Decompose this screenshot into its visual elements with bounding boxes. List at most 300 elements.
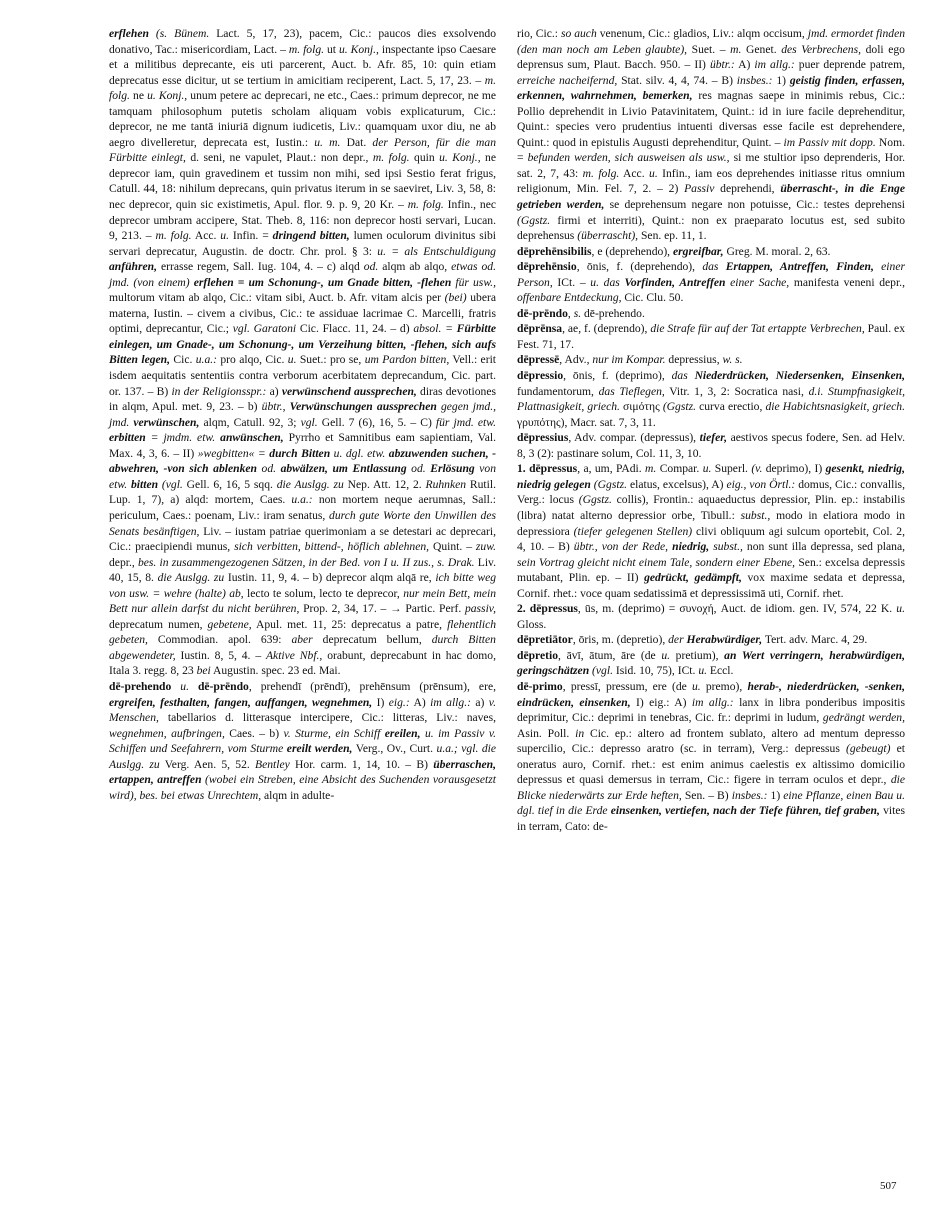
text-run: lecto te solum, lecto te deprecor,: [243, 586, 404, 600]
italic-text: ich bitte weg von usw. = wehre (halte) ab,: [109, 571, 497, 600]
italic-text: u.: [661, 648, 671, 662]
italic-text: so auch: [560, 27, 597, 40]
text-run: pretium),: [670, 648, 725, 662]
text-run: si me stultior ipso deprenderis, Hor. sat. 2, 7, 43:: [517, 151, 906, 180]
italic-text: für jmd. etw.: [435, 415, 497, 429]
italic-text: einer Sache,: [725, 275, 790, 289]
italic-text: m. folg.: [109, 73, 496, 103]
bold-text: einsenken, vertiefen, nach der Tiefe führen, tief graben,: [610, 804, 880, 818]
text-run: Dat.: [340, 135, 373, 149]
text-run: aestivos specus fodere, Sen. ad Helv. 8, 3 (2): pastinare solum, Col. 11, 3, 10.: [517, 431, 905, 460]
left-column: [109, 26, 496, 803]
italic-text: u. dgl. etw.: [333, 446, 389, 460]
italic-text: (Ggstz.: [590, 477, 627, 491]
italic-text: im allg.:: [691, 695, 734, 709]
text-run: , āvī, ātum, āre (de: [558, 648, 662, 662]
text-run: Vitr. 1, 3, 2: Socratica nasi,: [664, 384, 809, 398]
italic-text: für usw.,: [455, 275, 496, 289]
bold-text: erflehen: [109, 27, 156, 40]
italic-text: u. = als Entschuldigung: [377, 244, 496, 258]
text-run: quin: [409, 151, 440, 165]
italic-text: insbes.:: [736, 73, 773, 87]
bold-text: anführen,: [109, 260, 158, 274]
italic-text: vgl. Garatoni: [232, 322, 297, 336]
text-run: Caes. – b): [224, 726, 284, 740]
bold-text: dē-prēndo: [517, 306, 568, 320]
text-run: res magnas saepe in minimis rebus, Cic.: Pollio deprehendit in Livio Patavinitatem, Quint.: id in iure facile deprehenditur, Quint.: species vero prudentius intuenti diversas esse facile est deprehendere, Quint.: quod in epistulis Augusti deprehenditur, Quint. –: [517, 89, 906, 149]
italic-text: durch Bitten abgewendeter,: [109, 633, 496, 662]
italic-text: (überrascht),: [577, 229, 639, 243]
italic-text: übtr., von der Rede,: [573, 540, 673, 554]
italic-text: od.: [363, 260, 379, 274]
italic-text: im allg.:: [754, 58, 795, 72]
text-run: Tert. adv. Marc. 4, 29.: [762, 633, 868, 647]
text-run: Sen. ep. 11, 1.: [638, 229, 707, 243]
text-run: , ae, f. (deprendo),: [562, 322, 651, 336]
italic-text: m. folg.: [582, 166, 620, 180]
text-run: , Adv.,: [559, 353, 593, 367]
bold-text: dēprehēnsio: [517, 260, 577, 274]
bold-text: Fürbitte einlegen, um Gnade-, um Schonung-, um Verzeihung bitten, -flehen, sich aufs Bitten legen,: [109, 322, 496, 367]
italic-text: erreiche nacheifernd,: [517, 73, 618, 87]
italic-text: bes. in zusammengezogenen Sätzen, in der Bed. von I u. II zus., s. Drak.: [137, 555, 475, 569]
text-run: deprimo), I): [762, 462, 826, 476]
dictionary-entry: [517, 26, 905, 244]
text-run: pro alqo, Cic.: [217, 353, 288, 367]
text-run: deprehendi,: [714, 182, 781, 196]
dictionary-entry: [109, 26, 496, 679]
text-run: rio, Cic.:: [517, 27, 561, 40]
bold-text: 1. dēpressus: [517, 462, 578, 476]
italic-text: u.: [649, 166, 658, 180]
text-run: Liv. – iustam patriae querimoniam a se detestari ac deprecari, Cic.: praecipiendi munus,: [109, 524, 496, 554]
italic-text: m.: [730, 42, 742, 56]
italic-text: u. das: [590, 275, 625, 289]
italic-text: m. folg.: [288, 42, 327, 56]
text-run: lumen oculorum divinitus sibi servari deprecatur, Augustin. de doctr. Chr. prol. § 3:: [109, 229, 496, 258]
bold-text: dē-prēndo: [197, 679, 249, 693]
text-run: Lact. 5, 17, 23), pacem, Cic.: paucos dies exsolvendo donativo, Tac.: misericordiam, Lact. –: [109, 27, 496, 56]
italic-text: u.: [691, 679, 701, 693]
bold-text: Ertappen, Antreffen, Finden,: [725, 260, 874, 274]
text-run: Infin., nec deprecor umbram accipere, Stat. Theb. 8, 116: non deprecor hosti servari, Lucan. 9, 213. –: [109, 198, 496, 243]
text-run: deprecatum bellum,: [312, 633, 432, 647]
italic-text: flehentlich gebeten,: [109, 617, 497, 647]
text-run: I): [372, 695, 389, 709]
dictionary-entry: [517, 368, 905, 430]
bold-text: Vorfinden, Antreffen: [624, 275, 726, 289]
italic-text: gedrängt werden,: [822, 711, 905, 725]
text-run: Cic. Flacc. 11, 24. – d): [296, 322, 414, 336]
text-run: Iustin. 11, 9, 4. – b) deprecor alqm alqā re,: [224, 571, 436, 585]
text-run: Greg. M. moral. 2, 63.: [723, 244, 831, 258]
text-run: Augustin. spec. 23 ed. Mai.: [210, 664, 341, 678]
italic-text: m. folg.: [407, 198, 444, 212]
dictionary-entry: [517, 352, 905, 368]
italic-text: eine Pflanze, einen Bau u. dgl. tief in die Erde: [517, 788, 906, 818]
italic-text: v. Sturme, ein Schiff: [283, 726, 385, 740]
text-run: , ōris, m. (depretio),: [572, 633, 669, 647]
text-run: , prehendī (prēndī), prehēnsum (prēnsum), ere,: [248, 679, 496, 693]
italic-text: jmd. ermordet finden (den man noch am Leben glaubte),: [517, 27, 906, 56]
italic-text: od.: [411, 462, 431, 476]
text-run: Infin., iam eos deprehendes initiasse ritus omnium religionum, Min. Fel. 7, 2. – 2): [517, 166, 905, 196]
italic-text: u.: [171, 679, 198, 693]
italic-text: u.a.; vgl. die Auslgg. zu: [109, 742, 497, 771]
bold-text: an Wert verringern, herabwürdigen, geringschätzen: [517, 648, 905, 678]
text-run: doli ego deprensus sum, Plaut. Bacch. 950. – II): [517, 42, 905, 72]
dictionary-entry: [517, 461, 905, 601]
bold-text: Niederdrücken, Niedersenken, Einsenken,: [694, 369, 905, 383]
dictionary-entry: [517, 632, 905, 648]
text-run: Eccl.: [707, 664, 734, 678]
text-run: , pressī, pressum, ere (de: [562, 679, 692, 693]
italic-text: u.: [698, 664, 708, 678]
text-run: Acc.: [191, 229, 221, 243]
bold-text: dēpressius: [517, 431, 569, 445]
bold-text: ergreifen, festhalten, fangen, auffangen, wegnehmen,: [109, 695, 373, 709]
text-run: ICt. –: [552, 275, 591, 289]
text-run: ut: [326, 42, 339, 56]
italic-text: d.i. Stumpfnasigkeit, Plattnasigkeit, griech.: [517, 384, 905, 414]
bold-text: dēpressio: [517, 369, 564, 383]
italic-text: u. Konj.,: [439, 151, 481, 165]
italic-text: u. m.: [314, 135, 341, 149]
italic-text: die Strafe für auf der Tat ertappte Verbrechen,: [650, 322, 865, 336]
text-run: Iustin. 8, 5, 4. –: [175, 648, 266, 662]
text-run: σιμότης: [619, 400, 663, 414]
bold-text: erbitten: [109, 431, 146, 445]
text-run: 1): [767, 788, 784, 802]
text-run: 1): [772, 73, 790, 87]
italic-text: zuw.: [475, 540, 496, 554]
italic-text: u.: [702, 462, 712, 476]
italic-text: = jmdm. etw.: [145, 431, 221, 445]
dictionary-entry: [517, 430, 905, 461]
bold-text: tiefer,: [699, 431, 728, 445]
italic-text: (v.: [751, 462, 763, 476]
text-run: Liv. 40, 15, 8.: [109, 555, 496, 585]
text-run: vites in terram, Cato: de-: [517, 804, 905, 833]
text-run: Paul. ex Fest. 71, 17.: [517, 322, 905, 351]
text-run: Nom. =: [517, 135, 905, 165]
italic-text: u.a.:: [291, 493, 313, 507]
text-run: Isid. 10, 75), ICt.: [612, 664, 699, 678]
text-run: modo in elatiora modo in depressiora: [517, 508, 905, 538]
bold-text: ereilen,: [384, 726, 421, 740]
dictionary-entry: [517, 259, 905, 306]
italic-text: bei: [196, 664, 211, 678]
text-run: dē-prehendo.: [581, 306, 645, 320]
text-run: , e (deprehendo),: [591, 244, 673, 258]
bold-text: dēprehēnsibilis: [517, 244, 592, 258]
italic-text: u. Konj.,: [338, 42, 379, 56]
bold-text: dē-prehendo: [109, 679, 172, 693]
italic-text: nur im Kompar.: [592, 353, 666, 367]
text-run: d. seni, ne vapulet, Plaut.: non depr.,: [185, 151, 373, 165]
text-run: Sen.: excelsa depressis mutabant, Plin. ep. – II): [517, 555, 905, 585]
italic-text: passiv,: [464, 602, 496, 616]
text-run: unum petere ac deprecari, ne etc., Caes.: primum deprecor, ne me tamquam philosophum putetis scholam aliquam vobis explicaturum, Cic.: deprecor, ne me tantā iniuriā dignum iudicetis, Liv.: quamquam uxor diu, ne ab aegro divelleretur, deprecata est, Iustin.:: [109, 89, 496, 149]
text-run: A): [734, 58, 755, 72]
text-run: ubera materna, Iustin. – civem a civibus, Cic.: te assiduae lacrimae C. Marcelli, fratris optimi, deprecantur, Cic.;: [109, 291, 496, 336]
text-run: Cic.: [170, 353, 196, 367]
italic-text: in: [575, 726, 585, 740]
bold-text: verwünschen,: [133, 415, 200, 429]
italic-text: s.: [573, 306, 582, 320]
text-run: Gell. 7 (6), 16, 5. – C): [317, 415, 436, 429]
bold-text: dēpressē: [517, 353, 560, 367]
text-run: Commodian. apol. 639:: [147, 633, 292, 647]
italic-text: (vgl.: [161, 477, 183, 491]
text-run: Suet. –: [687, 42, 731, 56]
dictionary-entry: [517, 601, 905, 632]
text-run: puer deprende patrem,: [794, 58, 905, 72]
italic-text: sein Vortrag gleicht nicht einem Tale, sondern einer Ebene,: [517, 555, 796, 569]
text-run: , Adv. compar. (depressus),: [568, 431, 700, 445]
text-run: Verg. Aen. 5, 52.: [159, 757, 256, 771]
bold-text: dē-primo: [517, 679, 563, 693]
right-column: [517, 26, 905, 834]
italic-text: Passiv: [684, 182, 715, 196]
text-run: diras devotiones in alqm, Apul. met. 9, 23. – b): [109, 384, 496, 414]
italic-text: (Ggstz.: [578, 493, 612, 507]
italic-text: subst.,: [709, 540, 743, 554]
text-run: Sen. – B): [681, 788, 732, 802]
italic-text: (gebeugt): [846, 742, 891, 756]
bold-text: überraschen, ertappen, antreffen: [109, 757, 497, 787]
dictionary-entry: [517, 244, 905, 260]
italic-text: absol. =: [413, 322, 457, 336]
italic-text: die Auslgg. zu: [276, 477, 344, 491]
text-run: Cic. ep.: altero ad frontem sublato, altero ad mentum depresso supercilio, Cic.: depresso aratro (sc. in terram), Verg.: depressus: [517, 726, 905, 756]
text-run: Verg., Ov., Curt.: [352, 742, 437, 756]
text-run: Quint. –: [429, 540, 476, 554]
italic-text: (Ggstz.: [517, 213, 551, 227]
italic-text: u. im Passiv v. Schiffen und Seefahrern, vom Sturme: [109, 726, 497, 756]
text-run: Compar.: [656, 462, 703, 476]
italic-text: übtr.,: [261, 400, 286, 414]
text-run: Cic. Clu. 50.: [621, 291, 684, 305]
italic-text: (bei): [444, 291, 467, 305]
italic-text: von etw.: [109, 462, 496, 491]
bold-text: dēpretiātor: [517, 633, 573, 647]
italic-text: Aktive Nbf.,: [265, 648, 323, 662]
text-run: I) eig.: A): [630, 695, 692, 709]
text-run: fundamentorum,: [517, 384, 599, 398]
text-run: Stat. silv. 4, 4, 74. – B): [617, 73, 737, 87]
page-number: 507: [880, 1180, 897, 1192]
text-run: Apul. met. 11, 25: deprecatus a patre,: [251, 617, 448, 631]
text-run: alqm, Catull. 92, 3;: [199, 415, 301, 429]
text-run: A): [409, 695, 431, 709]
text-run: depressius,: [665, 353, 723, 367]
italic-text: der Person, für die man Fürbitte einlegt,: [109, 135, 497, 165]
italic-text: die Habichtsnasigkeit, griech.: [765, 400, 905, 414]
text-run: Nep. Att. 12, 2.: [343, 477, 426, 491]
text-run: , ōnis, f. (deprimo),: [563, 369, 672, 383]
italic-text: im Passiv mit dopp.: [783, 135, 876, 149]
italic-text: subst.,: [740, 508, 771, 522]
italic-text: aber: [291, 633, 313, 647]
bold-text: 2. dēpressus: [517, 602, 578, 616]
text-run: Gloss.: [517, 617, 547, 631]
bold-text: gesenkt, niedrig, niedrig gelegen: [517, 462, 905, 491]
text-run: Prop. 2, 34, 17. – → Partic. Perf.: [299, 602, 465, 616]
text-run: Suet.: pro se,: [296, 353, 365, 367]
text-run: a): [266, 384, 282, 398]
italic-text: durch gute Worte den Unwillen des Senats besänftigen,: [109, 508, 496, 538]
text-run: inspectante ipso Caesare et a militibus deprecante, eis uti parcerent, Auct. b. Afr. 85, 10: quin etiam deprecatus esse dicitur, ut se tertium in amicitiam reciperent, Lact. 5, 17, 23. –: [109, 42, 496, 87]
italic-text: m. folg.: [155, 229, 192, 243]
bold-text: überrascht-, in die Enge getrieben werden,: [517, 182, 905, 212]
text-run: et oneratus auro, Cornif. rhet.: est enim animus caelestis ex altissimo domicilio depressus et quasi demersus in terram, Cic.: figere in terram oculos et depr.,: [517, 742, 905, 787]
italic-text: offenbare Entdeckung,: [517, 291, 622, 305]
text-run: , ōnis, f. (deprehendo),: [576, 260, 703, 274]
italic-text: im allg.:: [430, 695, 471, 709]
text-run: Superl.: [711, 462, 752, 476]
italic-text: Ruhnken: [425, 477, 467, 491]
text-run: domus, Cic.: convallis, Verg.: locus: [517, 477, 905, 507]
dictionary-entry: [517, 648, 905, 679]
bold-text: erflehen = um Schonung-, um Gnade bitten, -flehen: [193, 275, 456, 289]
italic-text: gebetene,: [207, 617, 252, 631]
text-run: clivi obliquum agi sulcum oportebit, Col. 2, 4, 10. – B): [517, 524, 905, 554]
italic-text: u.: [896, 602, 905, 616]
text-run: elatus, excelsus), A): [626, 477, 727, 491]
bold-text: herab-, niederdrücken, -senken, eindrücken, einsenken,: [517, 679, 905, 709]
text-run: Infin. =: [229, 229, 273, 243]
text-run: alqm in adulte-: [261, 788, 335, 802]
text-run: Gell. 6, 16, 5 sqq.: [182, 477, 277, 491]
text-run: multorum vitam ab alqo, Cic.: vitam sibi, Auct. b. Afr. vitam alcis per: [109, 291, 445, 305]
bold-text: durch Bitten: [269, 446, 334, 460]
bold-text: Herabwürdiger,: [686, 633, 763, 647]
italic-text: m. folg.: [372, 151, 410, 165]
text-run: ,: [567, 306, 574, 320]
bold-text: ergreifbar,: [672, 244, 724, 258]
text-run: depr.,: [109, 555, 138, 569]
text-run: ne deprecor iam, quin gravedinem et tussim non mihi, sed ipsi Sestio ferat frigus, Catull. 44, 18: nihilum deprecans, quin privatus iterum in se saeviret, Liv. 3, 58, 8: nec deprecor, quin sic existimetis, Apul. flor. 9. p. 9, 20 Kr. –: [109, 151, 496, 212]
text-run: Pyrrho et Samnitibus eam sapientiam, Val. Max. 4, 3, 6. – II): [109, 431, 496, 460]
bold-text: geistig finden, erfassen, erkennen, wahrnehmen, bemerken,: [517, 73, 905, 103]
italic-text: übtr.:: [709, 58, 735, 72]
text-run: Vell.: erit isdem aequitatis sententiis contra verborum acerbitatem deprecandum, Cic. part. or. 137. – B): [109, 353, 497, 398]
bold-text: niedrig,: [672, 540, 710, 554]
dictionary-entry: [517, 306, 905, 322]
italic-text: Bentley: [255, 757, 290, 771]
italic-text: u. Konj.,: [147, 89, 188, 103]
italic-text: u.: [220, 229, 229, 243]
text-run: Genet.: [741, 42, 782, 56]
dictionary-entry: [109, 679, 496, 803]
bold-text: abzuwenden suchen, -abwehren, -von sich ablenken: [109, 446, 496, 476]
text-run: γρυπότης), Macr. sat. 7, 3, 11.: [517, 415, 656, 429]
bold-text: ereilt werden,: [286, 742, 353, 756]
text-run: tabellarios d. litterasque intercipere, Cic.: litteras, Liv.: naves,: [158, 711, 496, 725]
italic-text: u.: [287, 353, 297, 367]
text-run: non mortem neque aerumnas, Sall.: periculum, Caes.: poenam, Liv.: iram senatus,: [109, 493, 496, 522]
italic-text: das Tieflegen,: [598, 384, 665, 398]
text-run: vox maxime sedata et depressa, Cornif. rhet.: voce quam sedatissimā et depressissimā uti, Cornif. rhet.: [517, 571, 905, 600]
italic-text: einer Person,: [517, 260, 905, 289]
bold-text: dringend bitten,: [272, 229, 350, 243]
text-run: manifesta veneni depr.,: [789, 275, 905, 289]
italic-text: das: [671, 369, 695, 383]
italic-text: (Ggstz.: [662, 400, 696, 414]
text-run: deprecatum numen,: [109, 617, 208, 631]
italic-text: (tiefer gelegenen Stellen): [573, 524, 693, 538]
text-run: alqm ab alqo,: [378, 260, 452, 274]
italic-text: befunden werden, sich ausweisen als usw.,: [527, 151, 730, 165]
bold-text: anwünschen,: [220, 431, 284, 445]
text-run: Rutil. Lup. 1, 7), a) alqd: mortem, Caes.: [109, 477, 496, 507]
text-run: , ūs, m. (deprimo) = συνοχή, Auct. de idiom. gen. IV, 574, 22 K.: [577, 602, 897, 616]
italic-text: gegen jmd., jmd.: [109, 400, 496, 429]
italic-text: um Pardon bitten,: [364, 353, 450, 367]
text-run: venenum, Cic.: gladios, Liv.: alqm occisum,: [596, 27, 808, 40]
bold-text: gedrückt, gedämpft,: [644, 571, 742, 585]
italic-text: der: [668, 633, 687, 647]
italic-text: etwas od. jmd. (von einem): [109, 260, 496, 289]
italic-text: m.: [645, 462, 657, 476]
bold-text: verwünschend aussprechen,: [281, 384, 417, 398]
italic-text: in der Religionsspr.:: [171, 384, 267, 398]
dictionary-entry: [517, 321, 905, 352]
text-run: se deprehensum negare non potuisse, Cic.: testes deprehensi: [604, 198, 905, 212]
text-run: , a, um, PAdi.: [577, 462, 646, 476]
italic-text: od.: [261, 462, 281, 476]
italic-text: des Verbrechens,: [781, 42, 862, 56]
italic-text: insbes.:: [731, 788, 768, 802]
dictionary-entry: [517, 679, 905, 834]
italic-text: sich verbitten, bittend-, höflich ablehnen,: [234, 540, 430, 554]
text-run: Asin. Poll.: [517, 726, 576, 740]
italic-text: v. Menschen,: [109, 695, 496, 725]
text-run: firmi et interriti), Quint.: non ex praeparato locutus est, sed subito deprehensus: [517, 213, 905, 243]
bold-text: Erlösung: [430, 462, 480, 476]
italic-text: die Auslgg. zu: [157, 571, 225, 585]
bold-text: abwälzen, um Entlassung: [280, 462, 412, 476]
italic-text: die Blicke niederwärts zur Erde heften,: [517, 773, 905, 802]
italic-text: (s. Bünem.: [155, 27, 217, 40]
text-run: lanx in libra ponderibus impositis deprimitur, Cic.: deprimi in tenebras, Cic. fr.: deprimi in ludum,: [517, 695, 905, 725]
text-run: Hor. carm. 1, 14, 10. – B): [289, 757, 434, 771]
italic-text: (vgl.: [589, 664, 613, 678]
italic-text: »wegbitten« =: [197, 446, 270, 460]
text-run: orabunt, deprecabunt in hac domo, Itala 3. regg. 8, 23: [109, 648, 496, 678]
text-run: a): [470, 695, 489, 709]
text-run: errasse regem, Sall. Iug. 104, 4. – c) alqd: [157, 260, 364, 274]
bold-text: dēpretio: [517, 648, 559, 662]
italic-text: (wobei ein Streben, eine Absicht des Suchenden vorausgesetzt wird), bes. bei etwas Unrechtem,: [109, 773, 497, 802]
bold-text: bitten: [130, 477, 162, 491]
italic-text: nur mein Bett, mein Bett nur allein darfst du nicht berühren,: [109, 586, 496, 616]
bold-text: dēprēnsa: [517, 322, 563, 336]
text-run: premo),: [700, 679, 748, 693]
italic-text: u.a.:: [195, 353, 218, 367]
italic-text: eig.:: [388, 695, 410, 709]
text-run: collis), Frontin.: aquaeductus depressior, Plin. ep.: instabilis (libra) natat alterno depressior orbe, Tibull.:: [517, 493, 905, 522]
italic-text: wegnehmen, aufbringen,: [109, 726, 225, 740]
bold-text: Verwünschungen aussprechen: [285, 400, 441, 414]
italic-text: w. s.: [722, 353, 743, 367]
text-run: curva erectio,: [696, 400, 766, 414]
italic-text: eig., von Örtl.:: [726, 477, 796, 491]
text-run: ne: [129, 89, 148, 103]
italic-text: das: [702, 260, 726, 274]
text-run: Acc.: [619, 166, 650, 180]
